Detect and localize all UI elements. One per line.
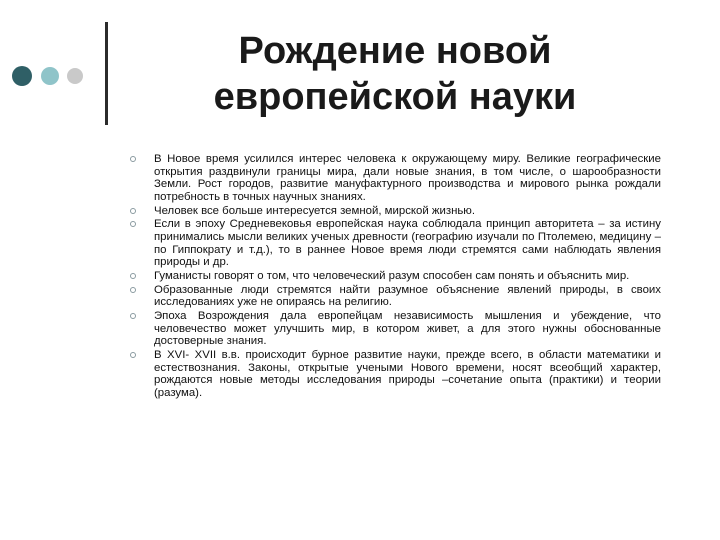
list-item-text: Гуманисты говорят о том, что человеческий разум способен сам понять и объяснить мир. [154, 269, 630, 282]
list-item-text: Образованные люди стремятся найти разумное объяснение явлений природы, в своих исследованиях уже не опираясь на религию. [154, 283, 661, 309]
list-item-text: В Новое время усилился интерес человека к окружающему миру. Великие географические открытия раздвинули границы мира, дали новые знания, в том числе, о шарообразности Земли. Рост городов, развитие мануфактурного производства и мирового рынка рождали потребность в точных научных знаниях. [154, 153, 661, 203]
decorative-dots [12, 66, 92, 86]
list-item [130, 218, 661, 268]
bullet-circle-icon [130, 221, 136, 227]
light-dot-icon [67, 68, 83, 84]
bullet-circle-icon [130, 273, 136, 279]
bullet-circle-icon [130, 208, 136, 214]
mid-dot-icon [41, 67, 59, 85]
list-item [130, 205, 661, 218]
bullet-list [130, 153, 661, 401]
bullet-circle-icon [130, 352, 136, 358]
dark-dot-icon [12, 66, 32, 86]
slide-title [150, 28, 640, 120]
list-item-text: Если в эпоху Средневековья европейская наука соблюдала принцип авторитета – за истину принимались мысли великих ученых древности (географию изучали по Птолемею, медицину –по Гиппократу и т.д.), то в раннее Новое время люди стремятся сами наблюдать явления природы и др. [154, 218, 661, 269]
slide-title-line-1: Рождение новой [238, 30, 552, 72]
list-item-text: Эпоха Возрождения дала европейцам независимость мышления и убеждение, что человечество может улучшить мир, в котором живет, а для этого нужны обоснованные достоверные знания. [154, 310, 661, 348]
list-item-text: В XVI- XVII в.в. происходит бурное развитие науки, прежде всего, в области математики и естествознания. Законы, открытые учеными Нового времени, носят всеобщий характер, рождаются новые методы исследования природы –сочетание опыта (практики) и теории (разума). [154, 349, 661, 399]
slide-title-line-2: европейской науки [213, 76, 577, 118]
bullet-circle-icon [130, 313, 136, 319]
title-divider [105, 22, 108, 125]
list-item [130, 284, 661, 309]
list-item [130, 310, 661, 348]
list-item [130, 270, 661, 283]
bullet-circle-icon [130, 156, 136, 162]
list-item [130, 349, 661, 399]
list-item [130, 153, 661, 203]
bullet-circle-icon [130, 287, 136, 293]
list-item-text: Человек все больше интересуется земной, мирской жизнью. [154, 204, 476, 217]
